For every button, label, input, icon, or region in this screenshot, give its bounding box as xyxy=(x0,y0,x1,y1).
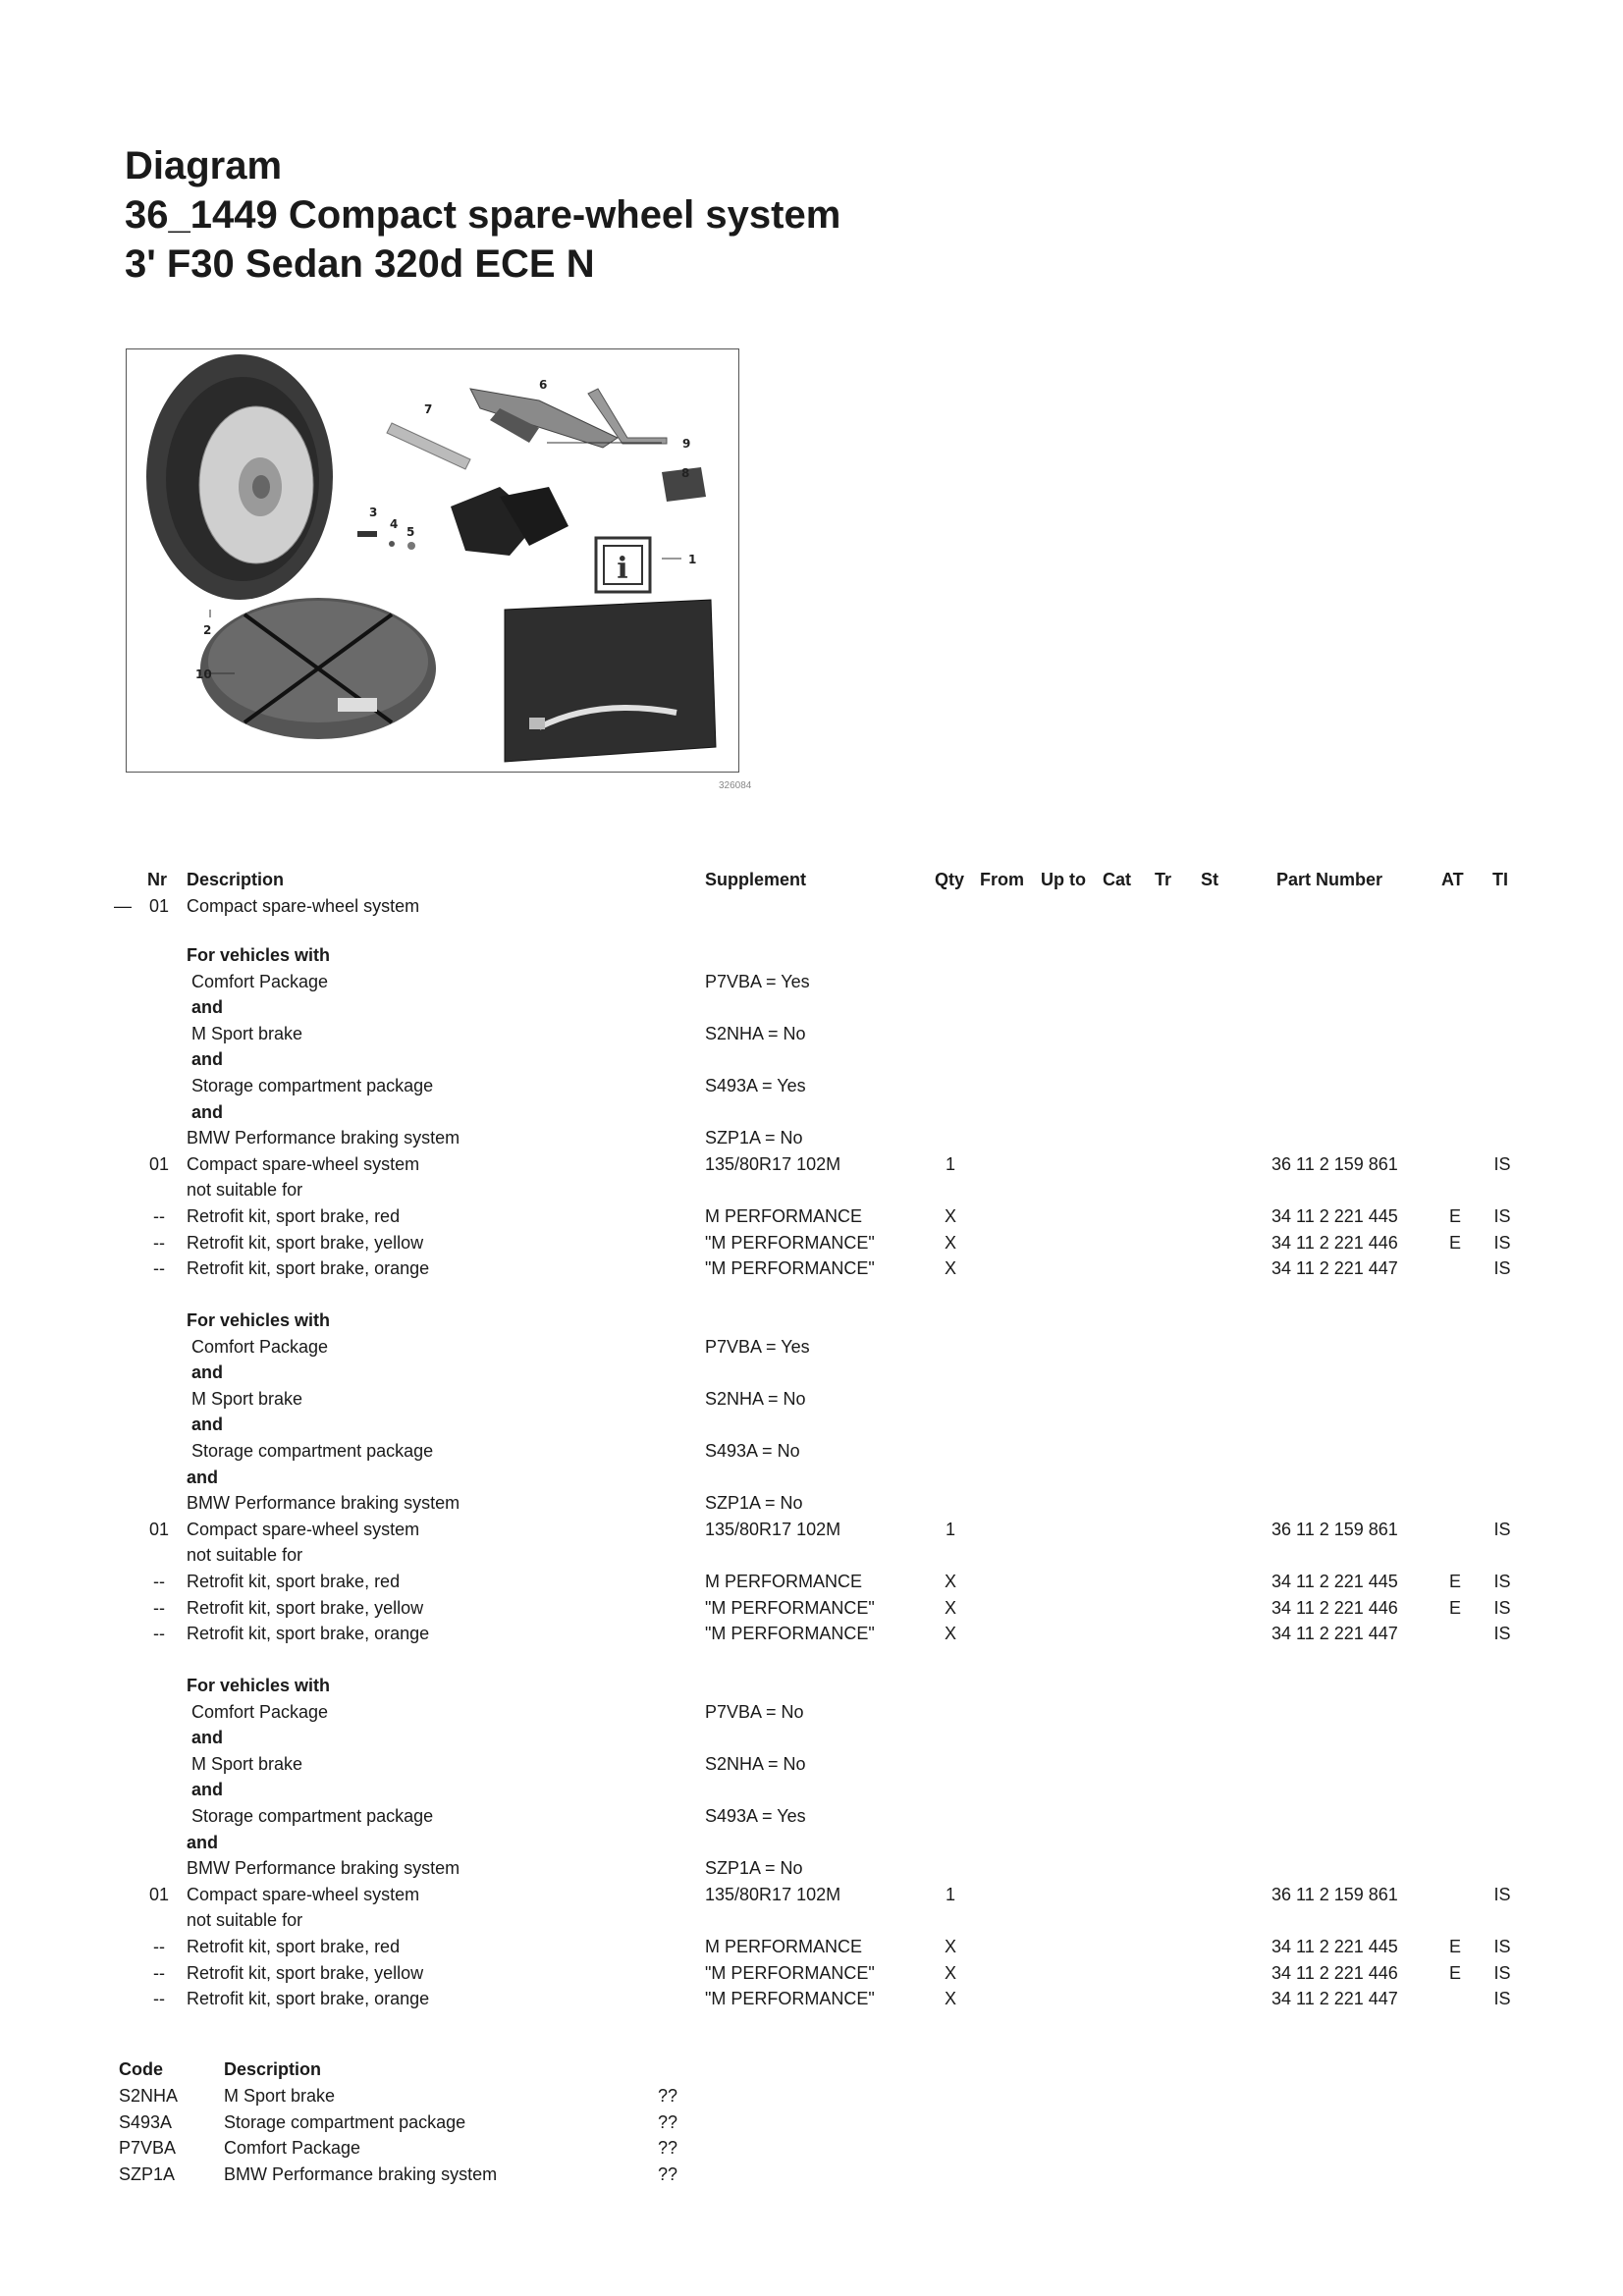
row-part-number: 36 11 2 159 861 xyxy=(1271,1519,1398,1539)
row-description: and xyxy=(191,1362,224,1383)
row-description: Retrofit kit, sport brake, red xyxy=(187,1937,401,1956)
row-description: Retrofit kit, sport brake, orange xyxy=(187,1989,430,2009)
row-part-number: 34 11 2 221 445 xyxy=(1271,1206,1398,1226)
code-value: S493A xyxy=(119,2111,173,2132)
row-part-number: 34 11 2 221 446 xyxy=(1271,1232,1398,1253)
row-qty: 1 xyxy=(945,1519,956,1539)
code-value: SZP1A xyxy=(119,2163,176,2184)
callout-5: 5 xyxy=(406,525,415,539)
row-description: BMW Performance braking system xyxy=(187,1858,460,1879)
row-description: Retrofit kit, sport brake, red xyxy=(187,1206,401,1226)
row-ti: IS xyxy=(1493,1989,1511,2009)
row-supplement: S2NHA = No xyxy=(705,1023,806,1043)
col-header-tr: Tr xyxy=(1155,870,1172,889)
row-ti: IS xyxy=(1493,1206,1511,1226)
code-value: P7VBA xyxy=(119,2138,177,2159)
row-nr: -- xyxy=(153,1232,165,1253)
spare-wheel-illustration xyxy=(146,354,333,600)
row-qty: X xyxy=(944,1206,957,1226)
row-supplement: S2NHA = No xyxy=(705,1753,806,1774)
row-description: M Sport brake xyxy=(191,1388,303,1409)
row-qty: 1 xyxy=(945,1153,956,1174)
row-at: E xyxy=(1448,1232,1462,1253)
row-supplement: 135/80R17 102M xyxy=(705,1884,841,1904)
row-part-number: 34 11 2 221 445 xyxy=(1271,1572,1398,1591)
row-description: BMW Performance braking system xyxy=(187,1128,460,1148)
row-description: For vehicles with xyxy=(187,1676,331,1695)
gloves-illustration xyxy=(451,487,568,556)
row-supplement: SZP1A = No xyxy=(705,1858,803,1879)
row-description: Compact spare-wheel system xyxy=(187,1519,420,1539)
callout-7: 7 xyxy=(424,402,433,416)
row-supplement: SZP1A = No xyxy=(705,1128,803,1148)
row-nr: -- xyxy=(153,1572,165,1591)
row-nr: -- xyxy=(153,1962,165,1983)
callout-9: 9 xyxy=(682,437,691,451)
row-description: not suitable for xyxy=(187,1545,303,1566)
row-description: Retrofit kit, sport brake, orange xyxy=(187,1624,430,1644)
row-at: E xyxy=(1448,1572,1462,1591)
code-value: S2NHA xyxy=(119,2086,179,2106)
row-part-number: 36 11 2 159 861 xyxy=(1271,1153,1398,1174)
row-qty: X xyxy=(944,1572,957,1591)
figure-id: 326084 xyxy=(719,780,752,791)
row-part-number: 36 11 2 159 861 xyxy=(1271,1884,1398,1904)
row-supplement: M PERFORMANCE xyxy=(705,1572,863,1591)
code-description: BMW Performance braking system xyxy=(224,2163,498,2184)
tool-bag-illustration xyxy=(505,600,716,762)
row-supplement: "M PERFORMANCE" xyxy=(705,1624,875,1644)
col-header-from: From xyxy=(980,870,1024,889)
page-title-group: 36_1449 Compact spare-wheel system xyxy=(125,193,841,237)
wheel-bag-illustration xyxy=(200,598,436,739)
row-description: Comfort Package xyxy=(191,971,329,991)
row-description: not suitable for xyxy=(187,1180,303,1201)
col-header-st: St xyxy=(1201,870,1218,889)
callout-1: 1 xyxy=(688,553,697,566)
intro-nr: 01 xyxy=(149,896,170,916)
row-supplement: M PERFORMANCE xyxy=(705,1937,863,1956)
row-at: E xyxy=(1448,1937,1462,1956)
row-at: E xyxy=(1448,1206,1462,1226)
row-supplement: S493A = No xyxy=(705,1441,800,1461)
row-nr: -- xyxy=(153,1989,165,2009)
row-nr: 01 xyxy=(149,1884,170,1904)
row-description: BMW Performance braking system xyxy=(187,1493,460,1514)
row-description: Storage compartment package xyxy=(191,1806,434,1826)
row-at: E xyxy=(1448,1597,1462,1618)
row-qty: X xyxy=(944,1624,957,1644)
row-ti: IS xyxy=(1493,1597,1511,1618)
row-description: Compact spare-wheel system xyxy=(187,1153,420,1174)
row-nr: -- xyxy=(153,1624,165,1644)
row-supplement: 135/80R17 102M xyxy=(705,1519,841,1539)
info-symbol-illustration xyxy=(596,538,650,592)
code-note: ?? xyxy=(658,2138,678,2159)
row-description: and xyxy=(191,1728,224,1748)
row-supplement: S2NHA = No xyxy=(705,1388,806,1409)
parts-illustration xyxy=(127,349,740,774)
intro-description: Compact spare-wheel system xyxy=(187,896,420,916)
row-supplement: P7VBA = Yes xyxy=(705,1336,810,1357)
row-part-number: 34 11 2 221 446 xyxy=(1271,1962,1398,1983)
col-header-supplement: Supplement xyxy=(705,870,807,889)
row-supplement: S493A = Yes xyxy=(705,1076,806,1095)
row-supplement: P7VBA = Yes xyxy=(705,971,810,991)
row-description: Storage compartment package xyxy=(191,1441,434,1461)
row-supplement: M PERFORMANCE xyxy=(705,1206,863,1226)
row-description: For vehicles with xyxy=(187,945,331,965)
row-part-number: 34 11 2 221 447 xyxy=(1271,1258,1398,1279)
row-description: M Sport brake xyxy=(191,1023,303,1043)
row-ti: IS xyxy=(1493,1258,1511,1279)
col-header-partnumber: Part Number xyxy=(1276,870,1383,889)
col-header-upto: Up to xyxy=(1041,870,1086,889)
col-header-description: Description xyxy=(187,870,285,889)
code-header-description: Description xyxy=(224,2059,322,2079)
row-part-number: 34 11 2 221 447 xyxy=(1271,1989,1398,2009)
collapse-marker[interactable]: — xyxy=(114,896,132,916)
code-description: Storage compartment package xyxy=(224,2111,466,2132)
col-header-at: AT xyxy=(1441,870,1464,889)
callout-6: 6 xyxy=(539,378,548,392)
row-supplement: "M PERFORMANCE" xyxy=(705,1962,875,1983)
row-ti: IS xyxy=(1493,1153,1511,1174)
row-description: Comfort Package xyxy=(191,1336,329,1357)
row-description: Compact spare-wheel system xyxy=(187,1884,420,1904)
row-nr: -- xyxy=(153,1258,165,1279)
row-part-number: 34 11 2 221 447 xyxy=(1271,1624,1398,1644)
row-description: Retrofit kit, sport brake, yellow xyxy=(187,1962,424,1983)
row-supplement: P7VBA = No xyxy=(705,1701,804,1722)
row-supplement: "M PERFORMANCE" xyxy=(705,1258,875,1279)
col-header-nr: Nr xyxy=(147,870,168,889)
row-supplement: 135/80R17 102M xyxy=(705,1153,841,1174)
row-description: Retrofit kit, sport brake, orange xyxy=(187,1258,430,1279)
callout-8: 8 xyxy=(681,466,690,480)
row-ti: IS xyxy=(1493,1572,1511,1591)
row-ti: IS xyxy=(1493,1937,1511,1956)
row-description: Retrofit kit, sport brake, yellow xyxy=(187,1597,424,1618)
row-nr: -- xyxy=(153,1937,165,1956)
row-at: E xyxy=(1448,1962,1462,1983)
row-description: not suitable for xyxy=(187,1910,303,1931)
row-nr: 01 xyxy=(149,1519,170,1539)
row-qty: X xyxy=(944,1989,957,2009)
parts-diagram xyxy=(126,348,739,773)
row-ti: IS xyxy=(1493,1962,1511,1983)
row-qty: X xyxy=(944,1962,957,1983)
code-note: ?? xyxy=(658,2163,678,2184)
row-part-number: 34 11 2 221 445 xyxy=(1271,1937,1398,1956)
row-ti: IS xyxy=(1493,1884,1511,1904)
svg-text:i: i xyxy=(617,552,628,586)
row-description: and xyxy=(187,1467,219,1487)
row-description: and xyxy=(191,997,224,1018)
row-supplement: "M PERFORMANCE" xyxy=(705,1989,875,2009)
row-nr: 01 xyxy=(149,1153,170,1174)
row-supplement: "M PERFORMANCE" xyxy=(705,1232,875,1253)
row-description: and xyxy=(191,1780,224,1800)
callout-4: 4 xyxy=(390,517,399,531)
code-description: M Sport brake xyxy=(224,2086,336,2106)
row-description: M Sport brake xyxy=(191,1753,303,1774)
row-description: and xyxy=(191,1049,224,1070)
tow-eye-illustration xyxy=(387,423,470,469)
row-description: For vehicles with xyxy=(187,1310,331,1330)
row-description: and xyxy=(191,1415,224,1435)
row-description: and xyxy=(187,1832,219,1852)
row-nr: -- xyxy=(153,1206,165,1226)
row-nr: -- xyxy=(153,1597,165,1618)
row-supplement: SZP1A = No xyxy=(705,1493,803,1514)
col-header-ti: TI xyxy=(1492,870,1508,889)
row-description: and xyxy=(191,1101,224,1122)
code-note: ?? xyxy=(658,2086,678,2106)
callout-2: 2 xyxy=(203,623,212,637)
code-description: Comfort Package xyxy=(224,2138,361,2159)
row-qty: X xyxy=(944,1937,957,1956)
row-qty: 1 xyxy=(945,1884,956,1904)
row-supplement: S493A = Yes xyxy=(705,1806,806,1826)
code-note: ?? xyxy=(658,2111,678,2132)
row-description: Retrofit kit, sport brake, red xyxy=(187,1572,401,1591)
row-qty: X xyxy=(944,1597,957,1618)
row-ti: IS xyxy=(1493,1232,1511,1253)
code-header-code: Code xyxy=(119,2059,163,2079)
row-ti: IS xyxy=(1493,1519,1511,1539)
page-title-vehicle: 3' F30 Sedan 320d ECE N xyxy=(125,242,595,286)
row-description: Storage compartment package xyxy=(191,1076,434,1095)
row-qty: X xyxy=(944,1232,957,1253)
row-qty: X xyxy=(944,1258,957,1279)
row-description: Comfort Package xyxy=(191,1701,329,1722)
row-part-number: 34 11 2 221 446 xyxy=(1271,1597,1398,1618)
callout-3: 3 xyxy=(369,506,378,519)
col-header-cat: Cat xyxy=(1103,870,1132,889)
row-description: Retrofit kit, sport brake, yellow xyxy=(187,1232,424,1253)
page-title-diagram: Diagram xyxy=(125,144,283,187)
row-supplement: "M PERFORMANCE" xyxy=(705,1597,875,1618)
callout-10: 10 xyxy=(195,667,212,681)
col-header-qty: Qty xyxy=(935,870,965,889)
row-ti: IS xyxy=(1493,1624,1511,1644)
